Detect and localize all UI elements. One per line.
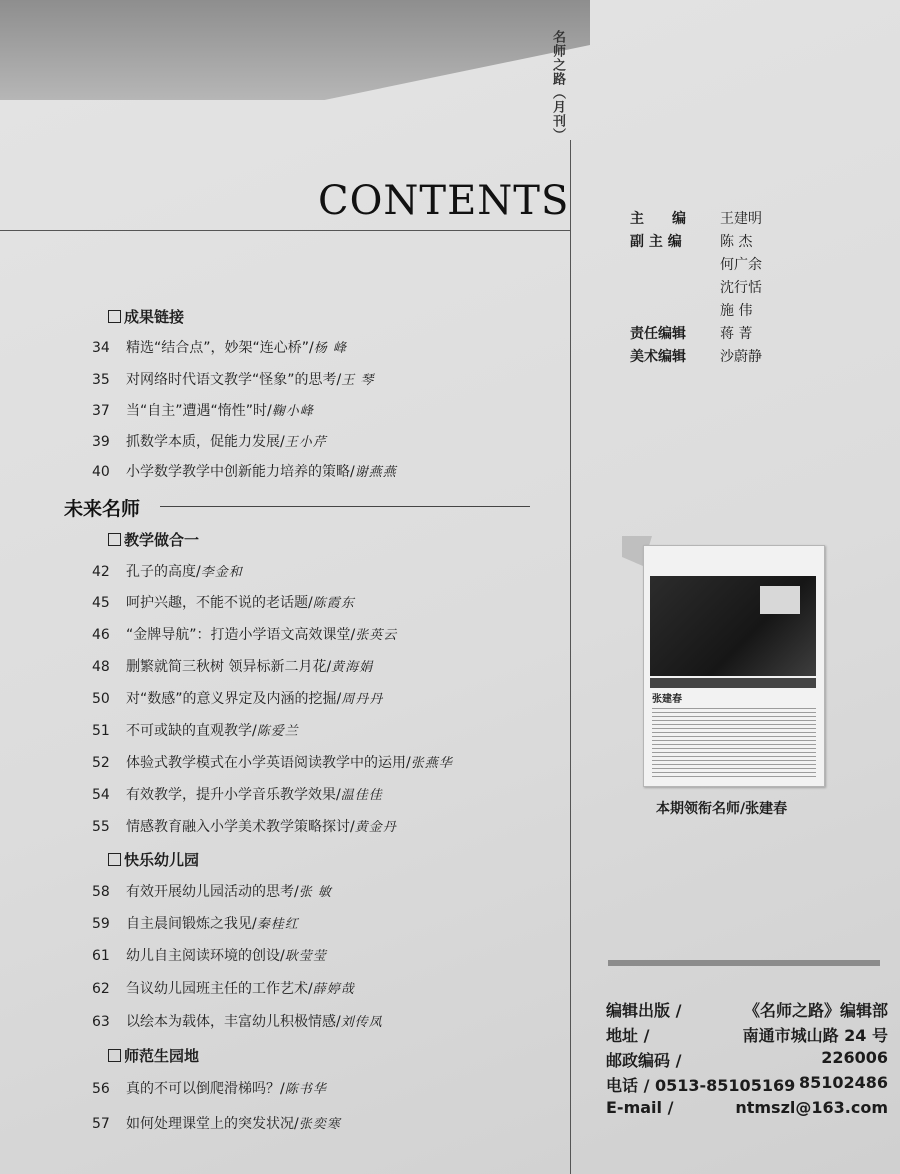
entry-author: 刘传凤 (340, 1015, 383, 1030)
info-value: ntmszl@163.com (735, 1098, 888, 1117)
toc-entry[interactable] (92, 784, 383, 804)
page-number: 46 (92, 627, 110, 643)
page-number: 48 (92, 659, 110, 675)
entry-title: 以绘本为载体，丰富幼儿积极情感/ (126, 1014, 341, 1030)
subsection-heading (108, 529, 199, 550)
cover-caption: 本期领衔名师/张建春 (656, 801, 788, 817)
page-number: 55 (92, 819, 110, 835)
toc-entry[interactable] (92, 461, 397, 481)
entry-author: 黄金丹 (354, 820, 397, 835)
cover-thumbnail[interactable] (643, 545, 825, 787)
info-label: 地址 / (606, 1026, 650, 1045)
entry-title: 孔子的高度/ (126, 564, 201, 580)
page-number: 42 (92, 564, 110, 580)
toc-entry[interactable] (92, 431, 327, 451)
toc-entry[interactable] (92, 816, 397, 836)
page-number: 50 (92, 691, 110, 707)
spine-label: 名师之路（月刊） (550, 30, 565, 142)
entry-author: 鞠小峰 (271, 404, 314, 419)
page-number: 57 (92, 1116, 110, 1132)
toc-entry[interactable] (92, 592, 355, 612)
entry-title: 当“自主”遭遇“惰性”时/ (126, 403, 272, 419)
entry-title: 有效教学，提升小学音乐教学效果/ (126, 787, 341, 803)
publisher-info (606, 998, 888, 1123)
entry-author: 薛婷哉 (312, 982, 355, 997)
entry-title: 刍议幼儿园班主任的工作艺术/ (126, 981, 313, 997)
editor-role: 主 编 (630, 211, 686, 227)
section-rule (160, 506, 530, 507)
entry-author: 温佳佳 (340, 788, 383, 803)
top-grey-band (0, 0, 590, 100)
entry-author: 王小芹 (284, 435, 327, 450)
entry-title: 对网络时代语文教学“怪象”的思考/ (126, 372, 342, 388)
square-icon (108, 853, 121, 866)
page-number: 35 (92, 372, 110, 388)
page-number: 39 (92, 434, 110, 450)
toc-entry[interactable] (92, 688, 383, 708)
subsection-title: 教学做合一 (124, 531, 200, 549)
info-row (606, 1023, 888, 1048)
toc-entry[interactable] (92, 369, 374, 389)
entry-title: 小学数学教学中创新能力培养的策略/ (126, 464, 355, 480)
entry-author: 张燕华 (410, 756, 453, 771)
entry-author: 杨 峰 (313, 341, 347, 356)
contents-title: CONTENTS (318, 178, 570, 224)
entry-title: 幼儿自主阅读环境的创设/ (126, 948, 285, 964)
editor-role: 责任编辑 (630, 326, 686, 342)
page-number: 62 (92, 981, 110, 997)
cover-photo (650, 576, 816, 676)
info-divider-bar (608, 960, 880, 966)
entry-author: 张英云 (355, 628, 398, 643)
entry-author: 陈书华 (284, 1082, 327, 1097)
toc-entry[interactable] (92, 561, 243, 581)
page-number: 52 (92, 755, 110, 771)
info-label: 邮政编码 / (606, 1051, 682, 1070)
page-number: 51 (92, 723, 110, 739)
toc-entry[interactable] (92, 624, 397, 644)
info-value: 85102486 (798, 1073, 888, 1092)
entry-author: 黄海娟 (331, 660, 374, 675)
subsection-heading (108, 849, 199, 870)
toc-entry[interactable] (92, 752, 453, 772)
info-row (606, 998, 888, 1023)
cover-name: 张建春 (652, 694, 682, 705)
cover-band (650, 678, 816, 688)
info-row (606, 1048, 888, 1073)
entry-author: 陈霞东 (312, 596, 355, 611)
toc-entry[interactable] (92, 881, 332, 901)
entry-title: 删繁就简三秋树 领异标新二月花/ (126, 659, 332, 675)
page-number: 45 (92, 595, 110, 611)
toc-entry[interactable] (92, 1078, 327, 1098)
editor-name: 王建明 (720, 211, 762, 227)
info-label: E-mail / (606, 1098, 674, 1117)
cover-body-text (652, 708, 816, 780)
toc-entry[interactable] (92, 978, 355, 998)
page-number: 59 (92, 916, 110, 932)
subsection-heading (108, 306, 184, 327)
info-value: 226006 (821, 1048, 888, 1067)
entry-author: 周丹丹 (341, 692, 384, 707)
editor-name: 陈 杰 (720, 234, 753, 250)
entry-author: 张 敏 (298, 885, 332, 900)
info-row (606, 1098, 888, 1123)
toc-entry[interactable] (92, 400, 314, 420)
toc-entry[interactable] (92, 656, 373, 676)
info-label: 编辑出版 / (606, 1001, 682, 1020)
toc-entry[interactable] (92, 913, 299, 933)
entry-author: 谢燕燕 (354, 465, 397, 480)
entry-author: 王 琴 (341, 373, 375, 388)
page-number: 54 (92, 787, 110, 803)
editor-role: 副 主 编 (630, 234, 682, 250)
entry-title: 如何处理课堂上的突发状况/ (126, 1116, 299, 1132)
page-number: 34 (92, 340, 110, 356)
entry-title: 有效开展幼儿园活动的思考/ (126, 884, 299, 900)
info-row (606, 1073, 888, 1098)
entry-title: 不可或缺的直观教学/ (126, 723, 257, 739)
entry-title: 对“数感”的意义界定及内涵的挖掘/ (126, 691, 342, 707)
square-icon (108, 1049, 121, 1062)
subsection-title: 成果链接 (124, 308, 185, 326)
entry-author: 李金和 (200, 565, 243, 580)
entry-title: 真的不可以倒爬滑梯吗？/ (126, 1081, 285, 1097)
entry-title: 情感教育融入小学美术教学策略探讨/ (126, 819, 355, 835)
entry-title: 自主晨间锻炼之我见/ (126, 916, 257, 932)
entry-author: 张奕寒 (298, 1117, 341, 1132)
subsection-title: 师范生园地 (124, 1047, 200, 1065)
editor-name: 沈行恬 (720, 280, 762, 296)
editor-role: 美术编辑 (630, 349, 686, 365)
editor-name: 蒋 菁 (720, 326, 753, 342)
editor-name: 施 伟 (720, 303, 753, 319)
subsection-heading (108, 1045, 199, 1066)
info-value: 《名师之路》编辑部 (743, 1001, 888, 1020)
editor-name: 何广余 (720, 257, 762, 273)
page-number: 61 (92, 948, 110, 964)
entry-title: 体验式教学模式在小学英语阅读教学中的运用/ (126, 755, 411, 771)
toc-entry[interactable] (92, 1113, 341, 1133)
editor-name: 沙蔚静 (720, 349, 762, 365)
page-number: 37 (92, 403, 110, 419)
info-value: 南通市城山路 24 号 (742, 1026, 888, 1045)
vertical-divider (570, 140, 571, 1174)
entry-author: 陈爱兰 (256, 724, 299, 739)
square-icon (108, 310, 121, 323)
entry-author: 耿莹莹 (284, 949, 327, 964)
entry-title: 呵护兴趣，不能不说的老话题/ (126, 595, 313, 611)
toc-entry[interactable] (92, 720, 299, 740)
toc-entry[interactable] (92, 1011, 383, 1031)
title-divider (0, 230, 570, 231)
toc-entry[interactable] (92, 337, 347, 357)
entry-title: 抓数学本质，促能力发展/ (126, 434, 285, 450)
entry-title: 精选“结合点”，妙架“连心桥”/ (126, 340, 314, 356)
entry-title: “金牌导航”：打造小学语文高效课堂/ (126, 627, 356, 643)
page-number: 58 (92, 884, 110, 900)
page-number: 63 (92, 1014, 110, 1030)
info-label: 电话 / 0513-85105169 (606, 1076, 796, 1095)
section-heading: 未来名师 (64, 498, 141, 520)
page-number: 40 (92, 464, 110, 480)
square-icon (108, 533, 121, 546)
page-number: 56 (92, 1081, 110, 1097)
entry-author: 秦桂红 (256, 917, 299, 932)
subsection-title: 快乐幼儿园 (124, 851, 200, 869)
toc-entry[interactable] (92, 945, 327, 965)
